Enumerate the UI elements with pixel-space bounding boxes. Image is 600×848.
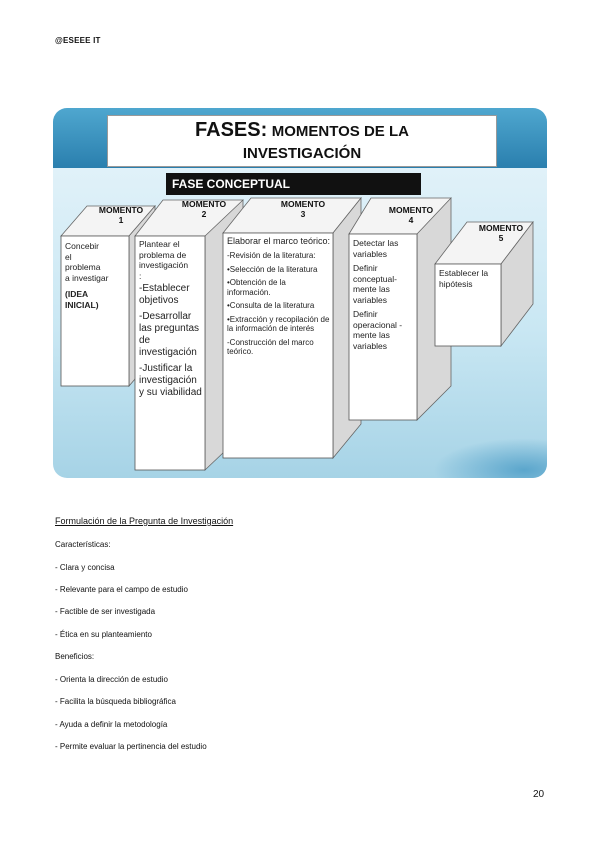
moment-5-label: MOMENTO 5 [478,223,524,243]
benefit-item: - Facilita la búsqueda bibliográfica [55,697,176,706]
section-title: Formulación de la Pregunta de Investigación [55,516,234,526]
moment-5-text: Establecer la hipótesis [439,268,489,289]
slide-image [53,108,547,478]
moment-4-text: Detectar las variables Definir conceptual- mente las variables Definir operacional -mente las variables [353,238,403,351]
characteristic-item: - Ética en su planteamiento [55,630,152,639]
moment-3-text: Elaborar el marco teórico: -Revisión de la literatura: •Selección de la literatura •Obtención de la información. •Consulta de la literatura •Extracción y recopilación de la información de interés -Construcción del marco teórico. [227,236,331,356]
title-rest: MOMENTOS DE LA [271,123,409,140]
characteristic-item: - Clara y concisa [55,563,115,572]
phase-label: FASE CONCEPTUAL [166,173,421,195]
characteristic-item: - Relevante para el campo de estudio [55,585,188,594]
moment-4-label: MOMENTO 4 [388,205,434,225]
title-big: FASES: [195,119,268,141]
characteristic-item: - Factible de ser investigada [55,607,156,616]
page-number: 20 [533,789,545,800]
header-logo-text: @ESEEE IT [55,36,101,45]
characteristics-heading: Características: [55,540,111,549]
moment-3-label: MOMENTO 3 [280,199,326,219]
moment-1-text: Concebir el problema a investigar (IDEA INICIAL) [65,241,109,310]
benefit-item: - Orienta la dirección de estudio [55,675,168,684]
benefit-item: - Permite evaluar la pertinencia del estudio [55,742,207,751]
moment-2-text: Plantear el problema de investigación : -Establecer objetivos -Desarrollar las preguntas de investigación -Justificar la investigación y su viabilidad [139,239,202,398]
title-line2: INVESTIGACIÓN [242,145,362,162]
moment-1-label: MOMENTO 1 [98,205,144,225]
moment-2-label: MOMENTO 2 [181,199,227,219]
benefit-item: - Ayuda a definir la metodología [55,720,168,729]
benefits-heading: Beneficios: [55,652,95,661]
